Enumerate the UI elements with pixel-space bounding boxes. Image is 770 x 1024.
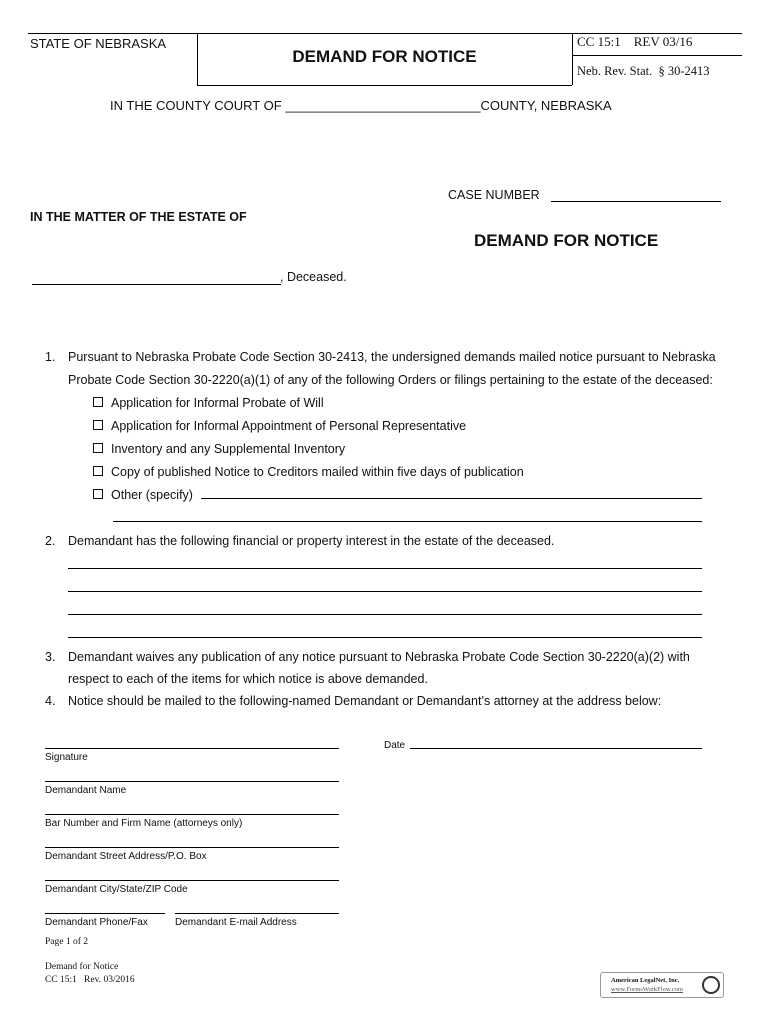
phone-fax-field[interactable] <box>45 913 165 914</box>
street-address-label: Demandant Street Address/P.O. Box <box>45 851 207 862</box>
city-state-zip-label: Demandant City/State/ZIP Code <box>45 884 188 895</box>
deceased-name-field[interactable] <box>32 284 281 285</box>
header-bottom-rule <box>197 85 572 86</box>
item-1-line-1: Pursuant to Nebraska Probate Code Section 30-2413, the undersigned demands mailed notice pursuant to Nebraska <box>68 350 716 364</box>
checkbox-informal-probate[interactable] <box>93 395 324 411</box>
item-2-number: 2. <box>45 534 56 548</box>
matter-label: IN THE MATTER OF THE ESTATE OF <box>30 210 247 224</box>
checkbox-label: Application for Informal Appointment of Personal Representative <box>111 419 467 433</box>
item-4-number: 4. <box>45 694 56 708</box>
item-4-text: Notice should be mailed to the following-named Demandant or Demandant’s attorney at the address below: <box>68 694 662 708</box>
checkbox-label: Application for Informal Probate of Will <box>111 396 324 410</box>
interest-field-4[interactable] <box>68 637 702 638</box>
email-label: Demandant E-mail Address <box>175 917 297 928</box>
footer-form-rev: CC 15:1 Rev. 03/2016 <box>45 975 135 985</box>
checkbox-icon[interactable] <box>93 420 103 430</box>
header-state: STATE OF NEBRASKA <box>30 36 167 51</box>
logo-emblem-icon <box>702 976 720 994</box>
checkbox-informal-appointment[interactable] <box>93 418 466 434</box>
document-title: DEMAND FOR NOTICE <box>474 231 659 250</box>
date-field[interactable] <box>410 748 702 749</box>
interest-field-2[interactable] <box>68 591 702 592</box>
item-1-line-2: Probate Code Section 30-2220(a)(1) of any of the following Orders or filings pertaining to the estate of the deceased: <box>68 373 713 387</box>
checkbox-notice-to-creditors[interactable] <box>93 464 524 480</box>
checkbox-label: Other (specify) <box>111 488 193 502</box>
statute-ref: Neb. Rev. Stat. § 30-2413 <box>577 64 710 78</box>
date-label: Date <box>384 740 406 751</box>
checkbox-icon[interactable] <box>93 397 103 407</box>
signature-label: Signature <box>45 752 88 763</box>
item-3-line-2: respect to each of the items for which notice is above demanded. <box>68 672 428 686</box>
other-specify-field-1[interactable] <box>201 498 702 499</box>
page-number: Page 1 of 2 <box>45 937 89 947</box>
footer-form-name: Demand for Notice <box>45 962 119 972</box>
demandant-name-field[interactable] <box>45 781 339 782</box>
case-number-field[interactable] <box>551 201 721 202</box>
case-number-label: CASE NUMBER <box>448 188 540 202</box>
checkbox-icon[interactable] <box>93 489 103 499</box>
court-line: IN THE COUNTY COURT OF ___________________________COUNTY, NEBRASKA <box>110 98 612 113</box>
checkbox-icon[interactable] <box>93 466 103 476</box>
header-title: DEMAND FOR NOTICE <box>292 47 477 66</box>
signature-field[interactable] <box>45 748 339 749</box>
bar-number-label: Bar Number and Firm Name (attorneys only) <box>45 818 243 829</box>
logo-company: American LegalNet, Inc. <box>611 977 680 984</box>
american-legalnet-logo[interactable] <box>600 972 724 998</box>
header-right-divider <box>572 33 573 85</box>
logo-url[interactable]: www.FormsWorkFlow.com <box>611 986 683 993</box>
item-3-number: 3. <box>45 650 56 664</box>
item-2-text: Demandant has the following financial or property interest in the estate of the deceased. <box>68 534 555 548</box>
bar-number-field[interactable] <box>45 814 339 815</box>
interest-field-3[interactable] <box>68 614 702 615</box>
header-right-mid-rule <box>572 55 742 56</box>
checkbox-inventory[interactable] <box>93 441 345 457</box>
street-address-field[interactable] <box>45 847 339 848</box>
city-state-zip-field[interactable] <box>45 880 339 881</box>
phone-fax-label: Demandant Phone/Fax <box>45 917 148 928</box>
checkbox-label: Inventory and any Supplemental Inventory <box>111 442 346 456</box>
item-3-line-1: Demandant waives any publication of any notice pursuant to Nebraska Probate Code Section 30-2220(a)(2) with <box>68 650 690 664</box>
checkbox-icon[interactable] <box>93 443 103 453</box>
other-specify-field-2[interactable] <box>113 521 702 522</box>
demandant-name-label: Demandant Name <box>45 785 127 796</box>
form-code: CC 15:1 REV 03/16 <box>577 34 693 49</box>
email-field[interactable] <box>175 913 339 914</box>
item-1-number: 1. <box>45 350 56 364</box>
checkbox-label: Copy of published Notice to Creditors mailed within five days of publication <box>111 465 524 479</box>
checkbox-other[interactable] <box>93 487 193 503</box>
deceased-label: , Deceased. <box>280 270 347 284</box>
interest-field-1[interactable] <box>68 568 702 569</box>
